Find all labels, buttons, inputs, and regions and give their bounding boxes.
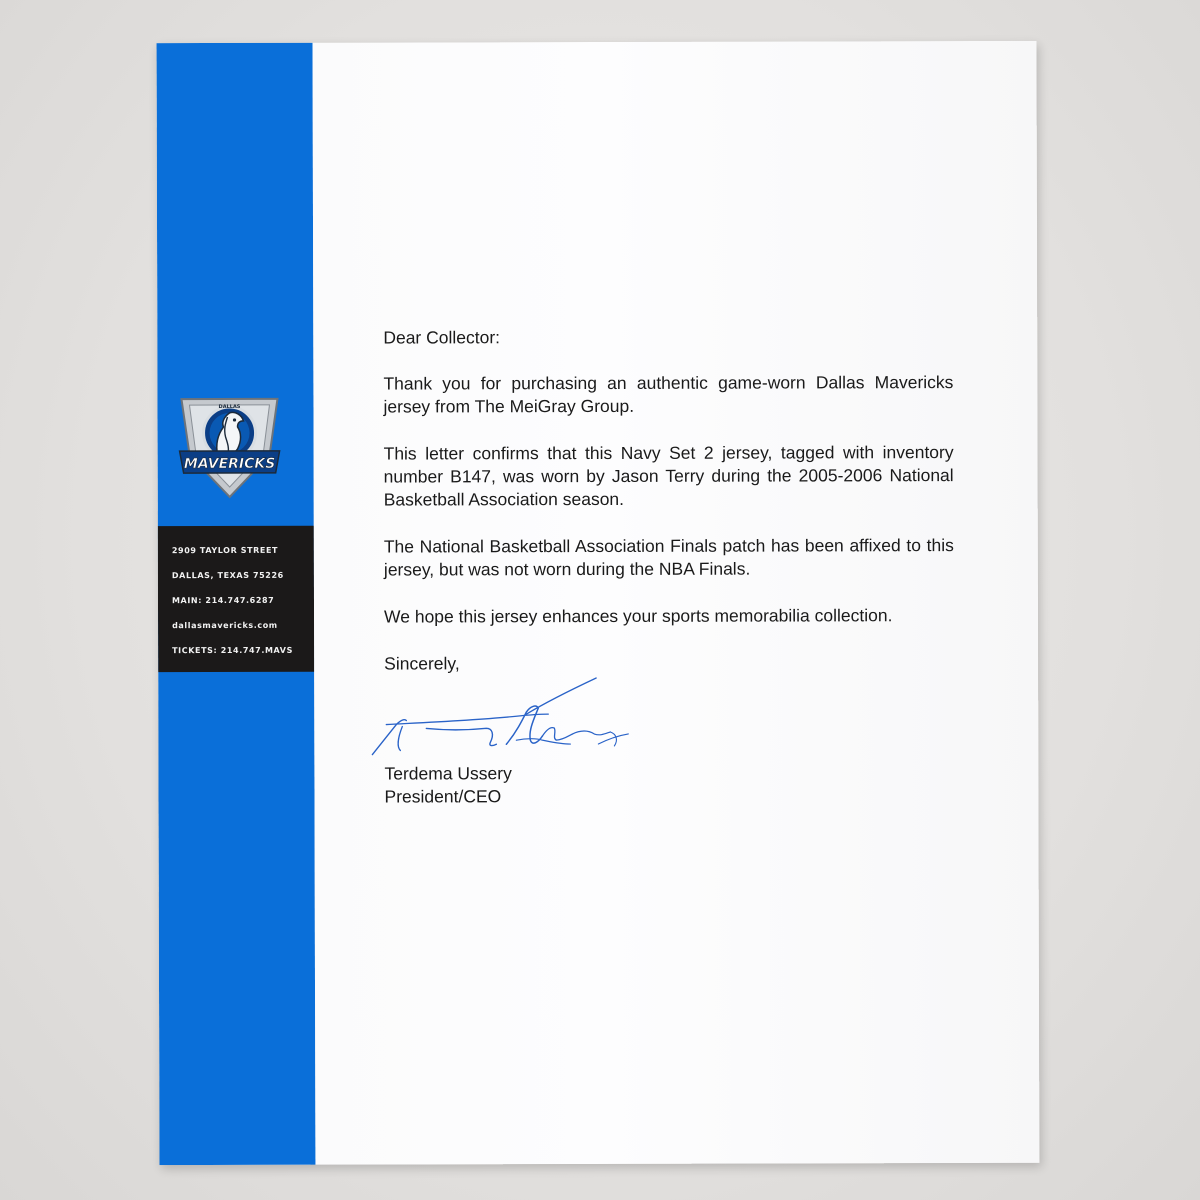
letter-text xyxy=(383,325,954,675)
letterhead-sidebar xyxy=(157,43,316,1165)
signer-name: Terdema Ussery xyxy=(384,763,512,784)
contact-website: dallasmavericks.com xyxy=(172,620,278,631)
contact-info-block xyxy=(158,526,314,672)
paragraph-finals-patch: The National Basketball Association Finals patch has been affixed to this jersey, but was not worn during the NBA Finals. xyxy=(383,535,954,580)
signer-title: President/CEO xyxy=(384,786,502,807)
closing: Sincerely, xyxy=(384,653,460,674)
signer-block xyxy=(384,762,512,808)
contact-street: 2909 TAYLOR STREET xyxy=(171,545,279,556)
paragraph-thank-you: Thank you for purchasing an authentic game-worn Dallas Mavericks jersey from The MeiGray Group. xyxy=(383,372,954,417)
contact-tickets-phone: TICKETS: 214.747.MAVS xyxy=(172,645,293,656)
logo-wordmark: MAVERICKS xyxy=(183,455,276,473)
logo-small-text: DALLAS xyxy=(218,403,241,410)
letter-sheet xyxy=(157,41,1040,1165)
handwritten-signature xyxy=(366,674,656,765)
salutation: Dear Collector: xyxy=(383,327,501,348)
contact-city: DALLAS, TEXAS 75226 xyxy=(171,570,284,581)
paragraph-closing-wish: We hope this jersey enhances your sports memorabilia collection. xyxy=(384,605,893,627)
contact-main-phone: MAIN: 214.747.6287 xyxy=(171,595,275,606)
mavericks-logo-icon xyxy=(177,393,281,503)
paragraph-confirmation: This letter confirms that this Navy Set 2 jersey, tagged with inventory number B147, was worn by Jason Terry during the 2005-2006 National Basketball Association season. xyxy=(383,442,954,510)
